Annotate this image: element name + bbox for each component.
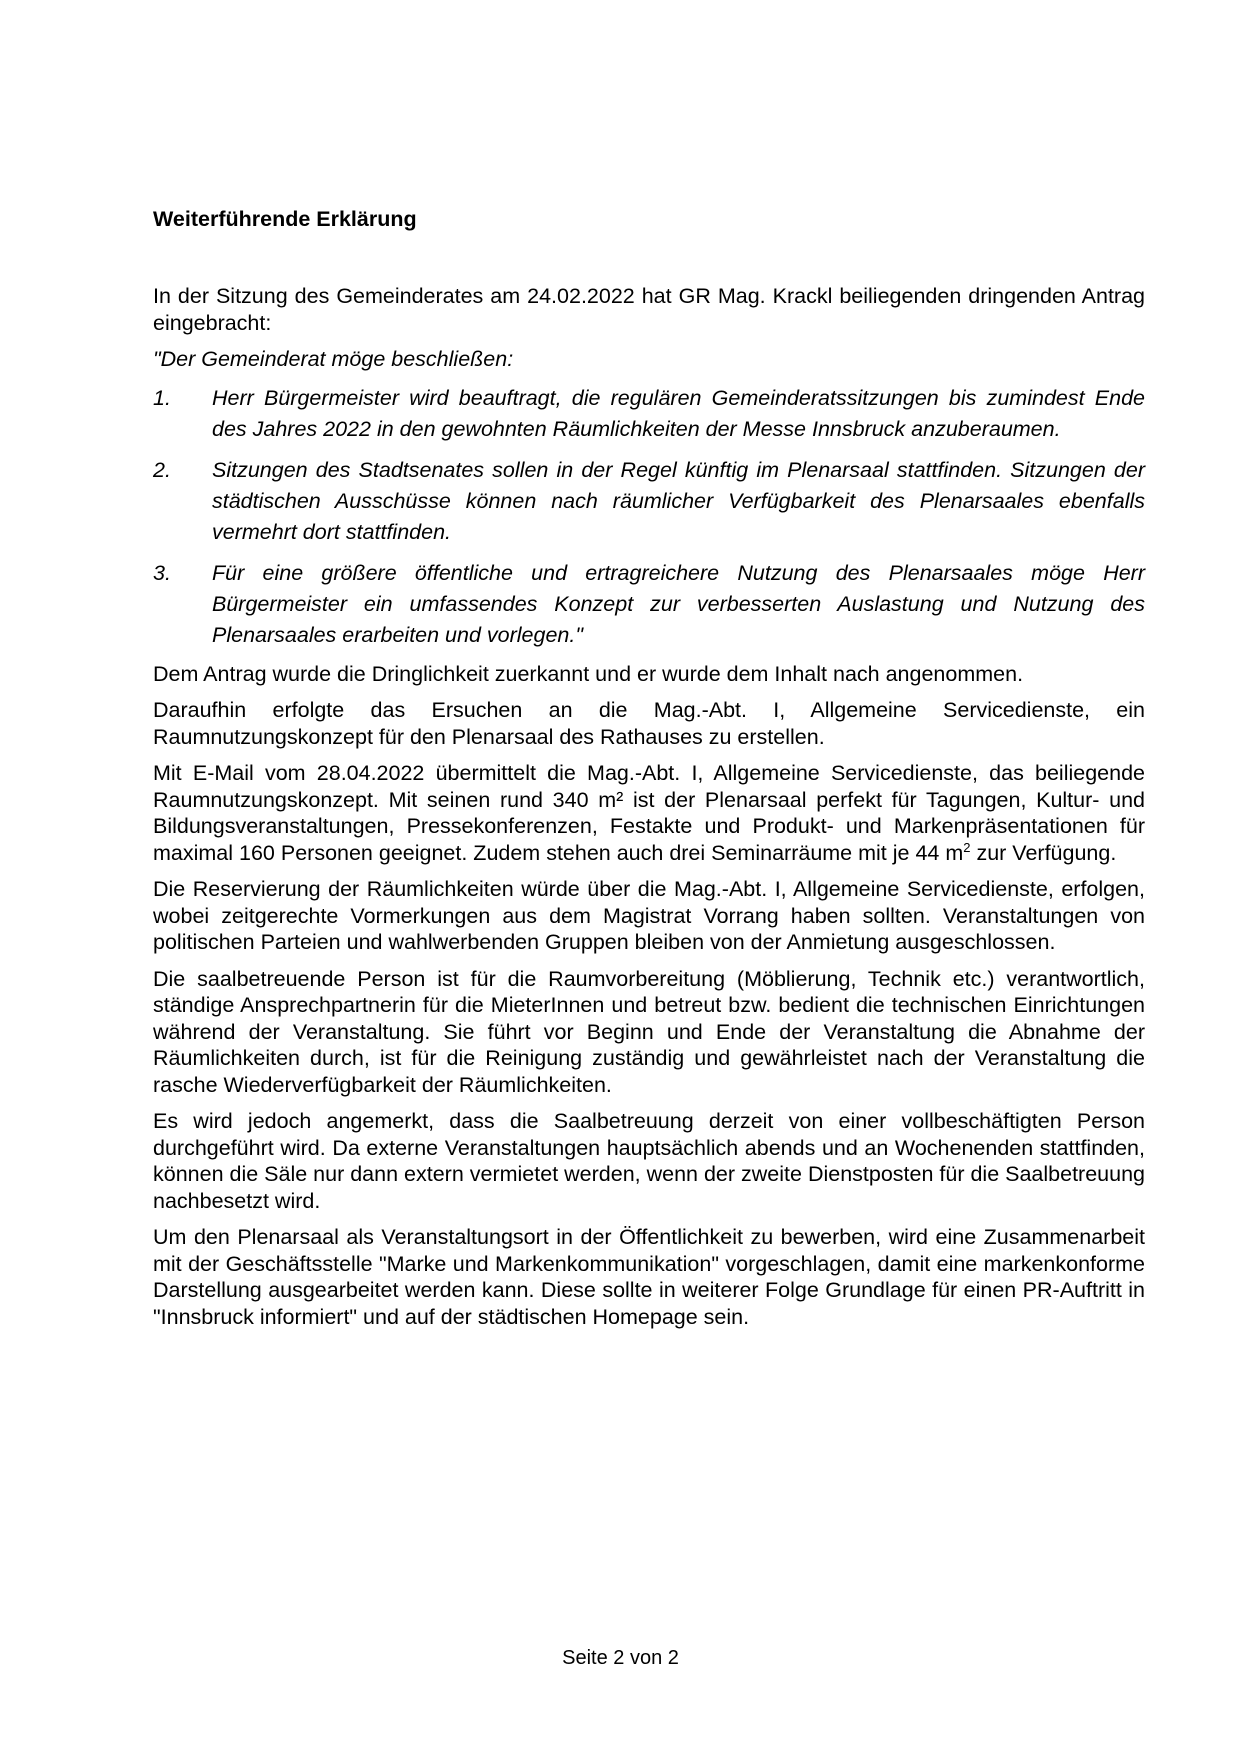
motion-number: 2. [153, 457, 171, 482]
motion-number: 3. [153, 560, 171, 585]
paragraph-concept [153, 760, 1145, 866]
page-heading: Weiterführende Erklärung [153, 207, 417, 231]
motion-text: Für eine größere öffentliche und ertragreichere Nutzung des Plenarsaales möge Herr Bürgermeister ein umfassendes Konzept zur verbesserten Auslastung und Nutzung des Plenarsaales erarbeiten und vorlegen." [212, 560, 1145, 647]
motion-item-2 [153, 455, 1145, 548]
document-body [153, 283, 1145, 1340]
motion-list [153, 383, 1145, 651]
paragraph-promotion: Um den Plenarsaal als Veranstaltungsort in der Öffentlichkeit zu bewerben, wird eine Zusammenarbeit mit der Geschäftsstelle "Marke und Markenkommunikation" vorgeschlagen, damit eine markenkonforme Darstellung ausgearbeitet werden kann. Diese sollte in weiterer Folge Grundlage für einen PR-Auftritt in "Innsbruck informiert" und auf der städtischen Homepage sein. [153, 1225, 1145, 1329]
motion-item-3 [153, 558, 1145, 651]
page-footer: Seite 2 von 2 [562, 1647, 679, 1669]
motion-item-1 [153, 383, 1145, 445]
paragraph-staffing-note: Es wird jedoch angemerkt, dass die Saalbetreuung derzeit von einer vollbeschäftigten Person durchgeführt wird. Da externe Veranstaltungen hauptsächlich abends und an Wochenenden stattfinden, können die Säle nur dann extern vermietet werden, wenn der zweite Dienstposten für die Saalbetreuung nachbesetzt wird. [153, 1109, 1146, 1213]
motion-intro: "Der Gemeinderat möge beschließen: [153, 347, 514, 371]
paragraph-concept-main: Mit E-Mail vom 28.04.2022 übermittelt die Mag.-Abt. I, Allgemeine Servicedienste, das beiliegende Raumnutzungskonzept. Mit seinen rund 340 m² ist der Plenarsaal perfekt für Tagungen, Kultur- und Bildungsveranstaltungen, Pressekonferenzen, Festakte und Produkt- und Markenpräsentationen für maximal 160 Personen geeignet. Zudem stehen auch drei Seminarräume mit je 44 m [153, 761, 1145, 865]
paragraph-reservation: Die Reservierung der Räumlichkeiten würde über die Mag.-Abt. I, Allgemeine Servicedienste, erfolgen, wobei zeitgerechte Vormerkungen aus dem Magistrat Vorrang haben sollten. Veranstaltungen von politischen Parteien und wahlwerbenden Gruppen bleiben von der Anmietung ausgeschlossen. [153, 877, 1145, 954]
motion-number: 1. [153, 385, 171, 410]
intro-paragraph: In der Sitzung des Gemeinderates am 24.02.2022 hat GR Mag. Krackl beiliegenden dringenden Antrag eingebracht: [153, 284, 1145, 335]
paragraph-hall-staff: Die saalbetreuende Person ist für die Raumvorbereitung (Möblierung, Technik etc.) verantwortlich, ständige Ansprechpartnerin für die MieterInnen und betreut bzw. bedient die technischen Einrichtungen während der Veranstaltung. Sie führt vor Beginn und Ende der Veranstaltung die Abnahme der Räumlichkeiten durch, ist für die Reinigung zuständig und gewährleistet nach der Veranstaltung die rasche Wiederverfügbarkeit der Räumlichkeiten. [153, 966, 1145, 1097]
paragraph-request: Daraufhin erfolgte das Ersuchen an die Mag.-Abt. I, Allgemeine Servicedienste, ein Raumnutzungskonzept für den Plenarsaal des Rathauses zu erstellen. [153, 698, 1145, 749]
superscript-two: 2 [963, 839, 971, 855]
paragraph-urgency: Dem Antrag wurde die Dringlichkeit zuerkannt und er wurde dem Inhalt nach angenommen. [153, 661, 1024, 686]
motion-text: Sitzungen des Stadtsenates sollen in der Regel künftig im Plenarsaal stattfinden. Sitzungen der städtischen Ausschüsse können nach räumlicher Verfügbarkeit des Plenarsaales ebenfalls vermehrt dort stattfinden. [212, 457, 1145, 544]
paragraph-concept-end: zur Verfügung. [970, 840, 1117, 865]
motion-text: Herr Bürgermeister wird beauftragt, die regulären Gemeinderatssitzungen bis zumindest Ende des Jahres 2022 in den gewohnten Räumlichkeiten der Messe Innsbruck anzuberaumen. [212, 385, 1145, 441]
